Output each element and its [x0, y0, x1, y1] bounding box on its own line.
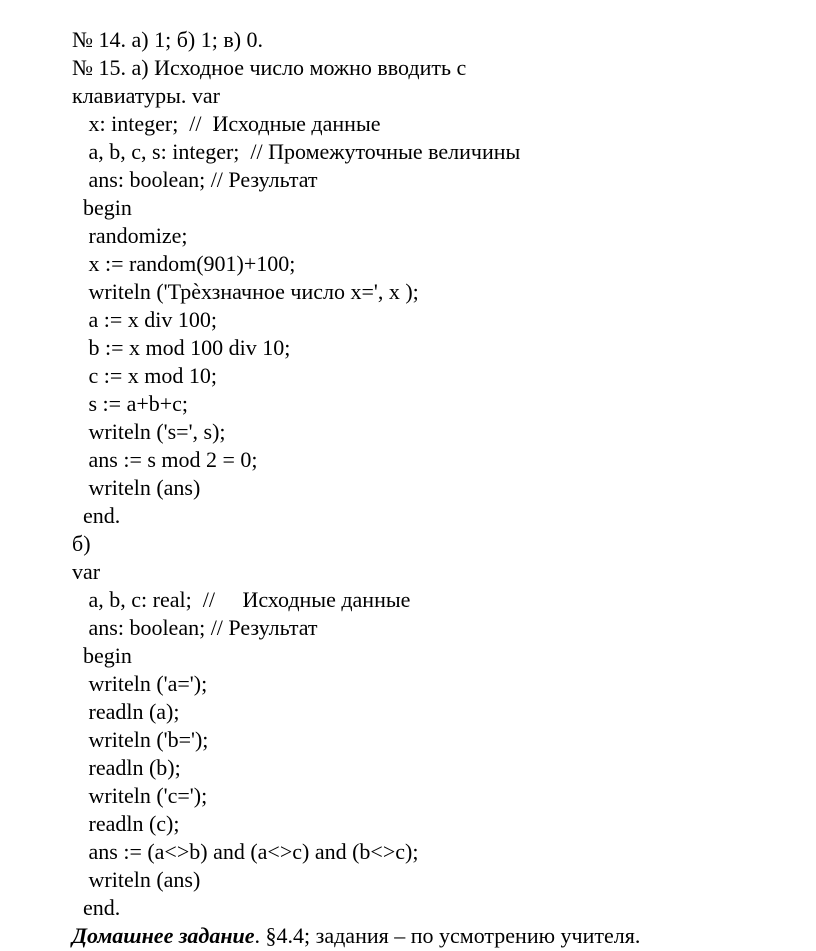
code-line: writeln ('b=');: [72, 727, 209, 752]
code-line: readln (a);: [72, 699, 180, 724]
code-line: writeln ('c=');: [72, 783, 208, 808]
code-line: a := x div 100;: [72, 307, 218, 332]
code-line: x: integer; // Исходные данные: [72, 111, 381, 136]
code-line: end.: [72, 503, 121, 528]
code-line: b := x mod 100 div 10;: [72, 335, 291, 360]
code-line: ans := s mod 2 = 0;: [72, 447, 258, 472]
code-line: writeln (ans): [72, 867, 201, 892]
code-line: x := random(901)+100;: [72, 251, 296, 276]
text-line: клавиатуры. var: [72, 83, 220, 108]
code-line: ans: boolean; // Результат: [72, 615, 318, 640]
code-line: c := x mod 10;: [72, 363, 218, 388]
code-line: readln (c);: [72, 811, 180, 836]
text-line: б): [72, 531, 91, 556]
text-line: № 14. а) 1; б) 1; в) 0.: [72, 27, 264, 52]
code-line: end.: [72, 895, 121, 920]
text-line: № 15. а) Исходное число можно вводить с: [72, 55, 467, 80]
homework-line: [72, 922, 640, 950]
code-line: begin: [72, 643, 132, 668]
code-line: randomize;: [72, 223, 188, 248]
code-line: a, b, c, s: integer; // Промежуточные величины: [72, 139, 521, 164]
code-line: writeln ('a=');: [72, 671, 208, 696]
code-line: ans: boolean; // Результат: [72, 167, 318, 192]
code-line: var: [72, 559, 101, 584]
code-line: begin: [72, 195, 132, 220]
code-line: a, b, c: real; // Исходные данные: [72, 587, 411, 612]
code-line: ans := (a<>b) and (a<>c) and (b<>c);: [72, 839, 419, 864]
homework-label: Домашнее задание: [72, 923, 255, 948]
code-line: writeln ('Трѐхзначное число x=', x );: [72, 279, 419, 304]
homework-text: . §4.4; задания – по усмотрению учителя.: [254, 923, 641, 948]
code-line: readln (b);: [72, 755, 181, 780]
code-line: writeln ('s=', s);: [72, 419, 226, 444]
code-line: s := a+b+c;: [72, 391, 189, 416]
code-line: writeln (ans): [72, 475, 201, 500]
